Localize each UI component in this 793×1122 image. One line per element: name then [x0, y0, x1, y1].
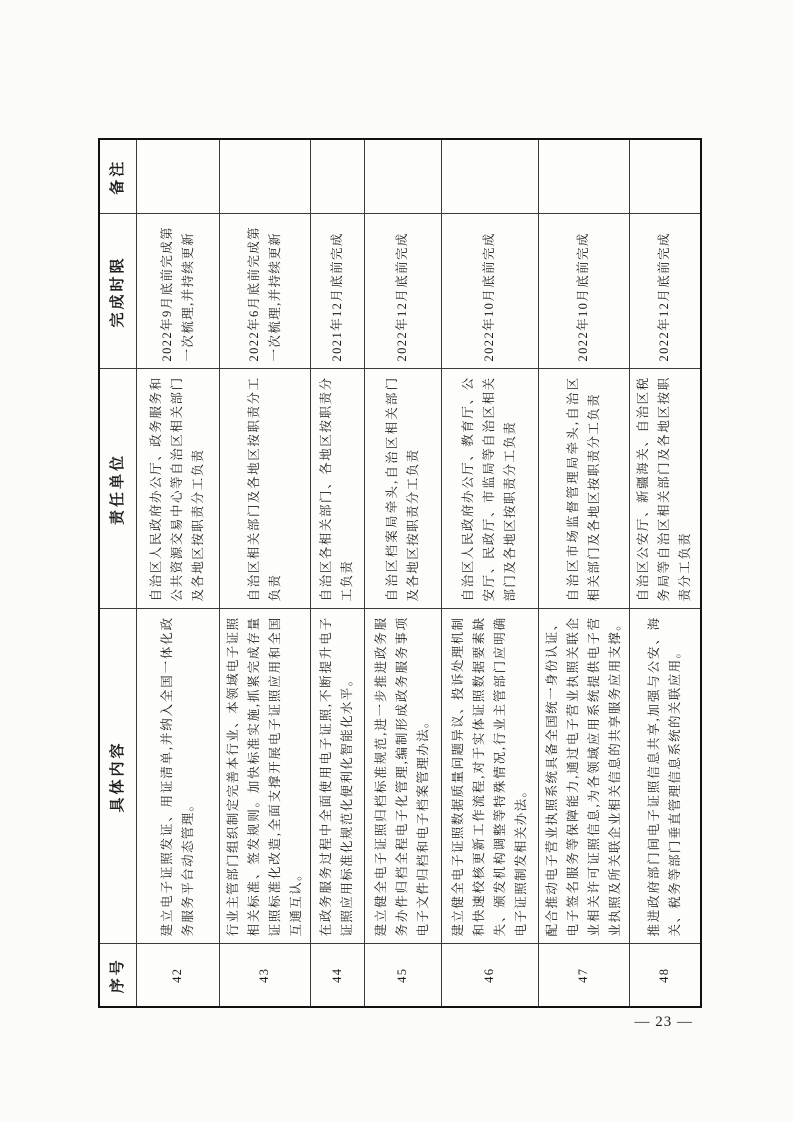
row-42-seq: 42	[136, 944, 219, 1007]
row-48-deadline: 2022年12月底前完成	[629, 214, 701, 369]
row-47-content: 配合推动电子营业执照系统具备全国统一身份认证、电子签名服务等保障能力,通过电子营业执照关联企业相关许可证照信息,为各领域应用系统提供电子营业执照及所关联企业相关信息的共享服务应用支撑。	[538, 609, 629, 944]
row-48-content: 推进政府部门间电子证照信息共享,加强与公安、海关、税务等部门垂直管理信息系统的关联应用。	[629, 609, 701, 944]
table-row	[364, 139, 441, 1007]
row-46-unit: 自治区人民政府办公厅、教育厅、公安厅、民政厅、市监局等自治区相关部门及各地区按职责分工负责	[441, 369, 538, 609]
row-43-seq: 43	[219, 944, 310, 1007]
row-44-seq: 44	[310, 944, 364, 1007]
row-46-seq: 46	[441, 944, 538, 1007]
task-division-table	[98, 138, 702, 1008]
table-row	[310, 139, 364, 1007]
header-content: 具体内容	[99, 609, 136, 944]
row-45-remark	[364, 139, 441, 214]
row-44-deadline: 2021年12月底前完成	[310, 214, 364, 369]
row-46-remark	[441, 139, 538, 214]
row-45-deadline: 2022年12月底前完成	[364, 214, 441, 369]
row-43-content: 行业主管部门组织制定完善本行业、本领域电子证照相关标准、签发规则。加快标准实施,抓紧完成存量证照标准化改造,全面支撑开展电子证照应用和全国互通互认。	[219, 609, 310, 944]
header-row	[99, 139, 136, 1007]
row-48-unit: 自治区公安厅、新疆海关、自治区税务局等自治区相关部门及各地区按职责分工负责	[629, 369, 701, 609]
row-42-remark	[136, 139, 219, 214]
row-43-remark	[219, 139, 310, 214]
table-row	[441, 139, 538, 1007]
table-row	[219, 139, 310, 1007]
row-47-unit: 自治区市场监督管理局牵头,自治区相关部门及各地区按职责分工负责	[538, 369, 629, 609]
header-seq: 序号	[99, 944, 136, 1007]
row-42-unit: 自治区人民政府办公厅、政务服务和公共资源交易中心等自治区相关部门及各地区按职责分工负责	[136, 369, 219, 609]
table-row	[538, 139, 629, 1007]
header-remark: 备注	[99, 139, 136, 214]
row-44-remark	[310, 139, 364, 214]
header-unit: 责任单位	[99, 369, 136, 609]
landscape-table-canvas	[98, 140, 693, 1008]
row-46-content: 建立健全电子证照数据质量问题异议、投诉处理机制和快速校核更新工作流程,对于实体证照数据要素缺失、颁发机构调整等特殊情况,行业主管部门应明确电子证照制发相关办法。	[441, 609, 538, 944]
row-46-deadline: 2022年10月底前完成	[441, 214, 538, 369]
row-48-remark	[629, 139, 701, 214]
rotated-table-area	[98, 140, 693, 1008]
row-44-unit: 自治区各相关部门、各地区按职责分工负责	[310, 369, 364, 609]
row-43-unit: 自治区相关部门及各地区按职责分工负责	[219, 369, 310, 609]
row-48-seq: 48	[629, 944, 701, 1007]
row-44-content: 在政务服务过程中全面使用电子证照,不断提升电子证照应用标准化规范化便利化智能化水平。	[310, 609, 364, 944]
row-45-unit: 自治区档案局牵头,自治区相关部门及各地区按职责分工负责	[364, 369, 441, 609]
table-row	[629, 139, 701, 1007]
row-43-deadline: 2022年6月底前完成第一次梳理,并持续更新	[219, 214, 310, 369]
row-47-remark	[538, 139, 629, 214]
table-row	[136, 139, 219, 1007]
row-45-seq: 45	[364, 944, 441, 1007]
row-42-deadline: 2022年9月底前完成第一次梳理,并持续更新	[136, 214, 219, 369]
header-deadline: 完成时限	[99, 214, 136, 369]
row-47-deadline: 2022年10月底前完成	[538, 214, 629, 369]
row-42-content: 建立电子证照发证、用证清单,并纳入全国一体化政务服务平台动态管理。	[136, 609, 219, 944]
page-number: — 23 —	[634, 1014, 693, 1030]
row-47-seq: 47	[538, 944, 629, 1007]
row-45-content: 建立健全电子证照归档标准规范,进一步推进政务服务办件归档全程电子化管理,编制形成政务服务事项电子文件归档和电子档案管理办法。	[364, 609, 441, 944]
